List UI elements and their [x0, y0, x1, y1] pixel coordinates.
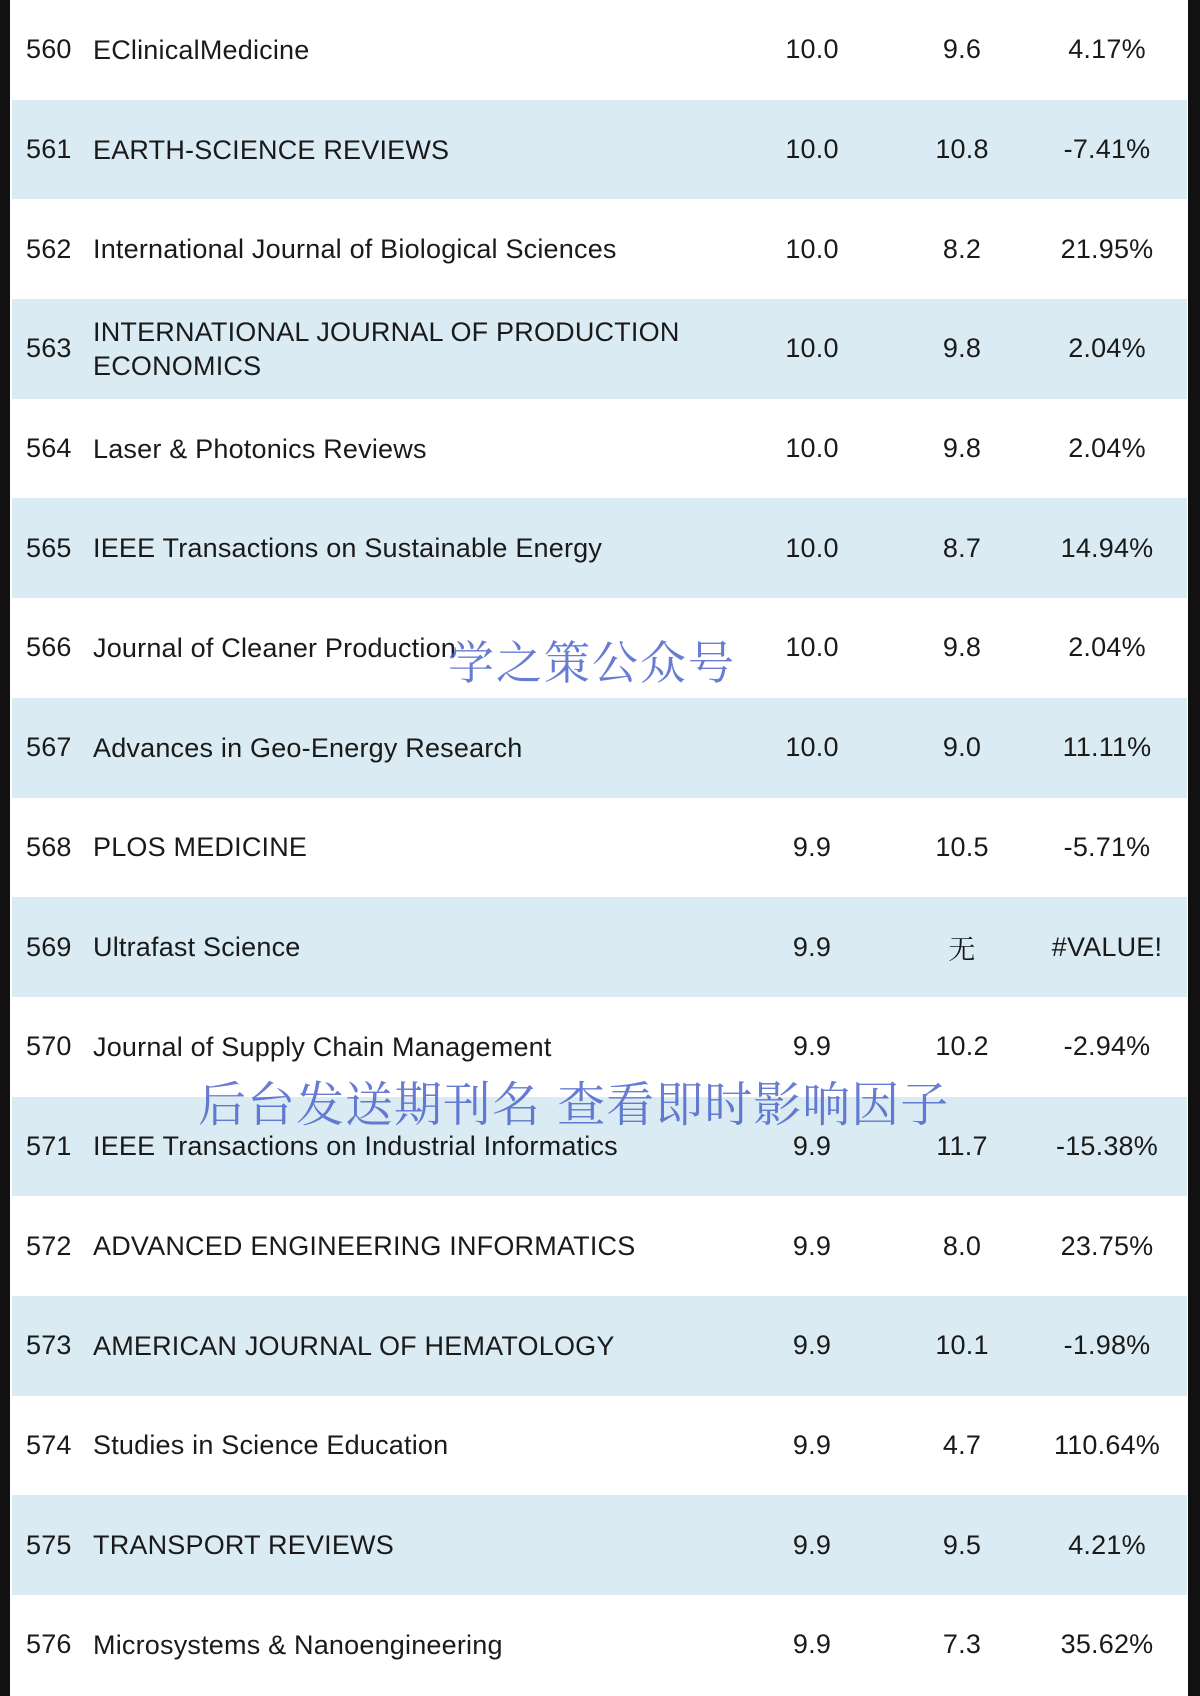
impact-factor-cell: 10.0 [785, 632, 839, 663]
impact-factor-cell: 10.0 [785, 34, 839, 65]
table-row [12, 100, 1187, 200]
impact-factor-cell: 9.9 [792, 931, 832, 962]
change-percent-cell: 2.04% [1068, 632, 1146, 663]
change-percent-cell: -1.98% [1063, 1330, 1151, 1361]
journal-name-cell: PLOS MEDICINE [93, 832, 308, 863]
previous-impact-factor-cell: 8.7 [942, 532, 982, 563]
change-percent-cell: 23.75% [1060, 1230, 1154, 1261]
table-row [12, 1495, 1187, 1595]
change-percent-cell: -5.71% [1063, 831, 1151, 862]
change-percent-cell: 21.95% [1060, 233, 1154, 264]
journal-name-cell: AMERICAN JOURNAL OF HEMATOLOGY [93, 1330, 615, 1361]
table-row [12, 598, 1187, 698]
previous-impact-factor-cell: 9.5 [942, 1529, 982, 1560]
previous-impact-factor-cell: 7.3 [942, 1629, 982, 1660]
journal-name-cell: ADVANCED ENGINEERING INFORMATICS [93, 1231, 636, 1262]
previous-impact-factor-cell: 10.1 [935, 1330, 989, 1361]
impact-factor-cell: 9.9 [792, 1230, 832, 1261]
journal-name-cell: INTERNATIONAL JOURNAL OF PRODUCTION ECONOMICS [93, 316, 680, 381]
impact-factor-cell: 9.9 [792, 1429, 832, 1460]
previous-impact-factor-cell: 无 [948, 934, 976, 965]
impact-factor-cell: 9.9 [792, 1130, 832, 1161]
journal-name-cell: Journal of Cleaner Production [93, 632, 457, 663]
rank-cell: 564 [26, 433, 72, 464]
rank-cell: 562 [26, 233, 72, 264]
change-percent-cell: 14.94% [1060, 532, 1154, 563]
rank-cell: 567 [26, 732, 72, 763]
rank-cell: 570 [26, 1031, 72, 1062]
impact-factor-cell: 10.0 [785, 233, 839, 264]
journal-name-cell: IEEE Transactions on Industrial Informatics [93, 1131, 618, 1162]
journal-name-cell: Studies in Science Education [93, 1430, 449, 1461]
previous-impact-factor-cell: 10.2 [935, 1031, 989, 1062]
change-percent-cell: -7.41% [1063, 134, 1151, 165]
rank-cell: 561 [26, 134, 72, 165]
journal-name-cell: Journal of Supply Chain Management [93, 1031, 552, 1062]
previous-impact-factor-cell: 8.0 [942, 1230, 982, 1261]
journal-name-cell: Advances in Geo-Energy Research [93, 732, 523, 763]
impact-factor-cell: 9.9 [792, 1529, 832, 1560]
left-edge-border [0, 0, 10, 1696]
rank-cell: 576 [26, 1629, 72, 1660]
rank-cell: 569 [26, 931, 72, 962]
rank-cell: 572 [26, 1230, 72, 1261]
rank-cell: 573 [26, 1330, 72, 1361]
table-row [12, 1595, 1187, 1695]
change-percent-cell: 4.21% [1068, 1529, 1146, 1560]
previous-impact-factor-cell: 11.7 [936, 1130, 988, 1161]
impact-factor-cell: 10.0 [785, 134, 839, 165]
table-row [12, 698, 1187, 798]
change-percent-cell: 2.04% [1068, 433, 1146, 464]
table-row [12, 299, 1187, 399]
journal-name-cell: EARTH-SCIENCE REVIEWS [93, 134, 450, 165]
table-row [12, 498, 1187, 598]
impact-factor-cell: 10.0 [785, 333, 839, 364]
previous-impact-factor-cell: 4.7 [942, 1429, 982, 1460]
impact-factor-cell: 9.9 [792, 1629, 832, 1660]
journal-name-cell: International Journal of Biological Sciences [93, 234, 617, 265]
previous-impact-factor-cell: 9.8 [942, 632, 982, 663]
rank-cell: 566 [26, 632, 72, 663]
previous-impact-factor-cell: 10.8 [935, 134, 989, 165]
impact-factor-cell: 10.0 [785, 532, 839, 563]
table-row [12, 897, 1187, 997]
previous-impact-factor-cell: 9.8 [942, 433, 982, 464]
previous-impact-factor-cell: 10.5 [935, 831, 989, 862]
journal-name-cell: IEEE Transactions on Sustainable Energy [93, 533, 603, 564]
journal-name-cell: Laser & Photonics Reviews [93, 433, 427, 464]
impact-factor-cell: 10.0 [785, 433, 839, 464]
change-percent-cell: -15.38% [1056, 1130, 1158, 1161]
impact-factor-cell: 9.9 [792, 1330, 832, 1361]
change-percent-cell: 11.11% [1062, 732, 1152, 763]
table-row [12, 1396, 1187, 1496]
change-percent-cell: 2.04% [1068, 333, 1146, 364]
table-row [12, 798, 1187, 898]
previous-impact-factor-cell: 8.2 [942, 233, 982, 264]
previous-impact-factor-cell: 9.8 [942, 333, 982, 364]
change-percent-cell: #VALUE! [1051, 931, 1163, 962]
right-edge-border [1188, 0, 1200, 1696]
table-row [12, 1097, 1187, 1197]
table-row [12, 1196, 1187, 1296]
watermark-account: 学之策公众号 [448, 636, 736, 690]
change-percent-cell: -2.94% [1063, 1031, 1151, 1062]
table-row [12, 997, 1187, 1097]
watermark-instruction: 后台发送期刊名 查看即时影响因子 [198, 1077, 950, 1133]
table-row [12, 399, 1187, 499]
journal-name-cell: Microsystems & Nanoengineering [93, 1629, 503, 1660]
journal-name-cell: Ultrafast Science [93, 932, 301, 963]
change-percent-cell: 35.62% [1060, 1629, 1154, 1660]
change-percent-cell: 4.17% [1068, 34, 1146, 65]
journal-name-cell: TRANSPORT REVIEWS [93, 1530, 394, 1561]
rank-cell: 574 [26, 1429, 72, 1460]
table-row [12, 0, 1187, 100]
impact-factor-cell: 9.9 [792, 1031, 832, 1062]
rank-cell: 560 [26, 34, 72, 65]
rank-cell: 565 [26, 532, 72, 563]
rank-cell: 568 [26, 831, 72, 862]
previous-impact-factor-cell: 9.0 [942, 732, 982, 763]
rank-cell: 575 [26, 1529, 72, 1560]
rank-cell: 571 [26, 1130, 72, 1161]
table-row [12, 1296, 1187, 1396]
rank-cell: 563 [26, 333, 72, 364]
change-percent-cell: 110.64% [1054, 1429, 1160, 1460]
impact-factor-cell: 9.9 [792, 831, 832, 862]
previous-impact-factor-cell: 9.6 [942, 34, 982, 65]
impact-factor-table [12, 0, 1187, 1695]
impact-factor-cell: 10.0 [785, 732, 839, 763]
table-row [12, 199, 1187, 299]
journal-name-cell: EClinicalMedicine [93, 34, 310, 65]
